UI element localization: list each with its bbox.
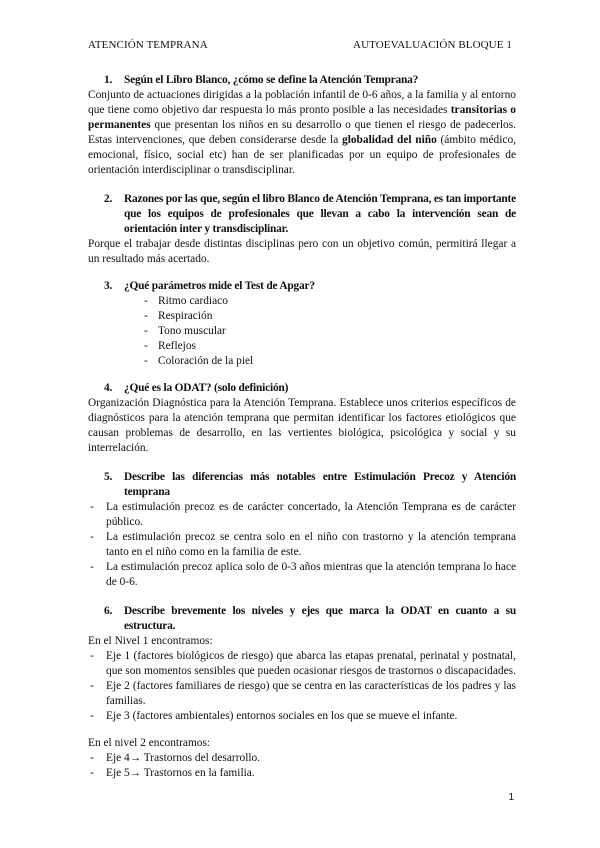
question-text: ¿Qué parámetros mide el Test de Apgar?: [124, 280, 315, 292]
list-item-text: La estimulación precoz se centra solo en el niño con trastorno y la atención temprana tanto en el niño como en la familia de este.: [106, 531, 516, 558]
question-3: [104, 279, 516, 294]
list-item: [88, 339, 516, 354]
list-item: [88, 530, 516, 560]
list-item: [88, 679, 516, 709]
list-item: [88, 649, 516, 679]
dash-bullet: -: [144, 325, 148, 337]
dash-bullet: -: [90, 531, 94, 543]
question-text: Describe las diferencias más notables entre Estimulación Precoz y Atención temprana: [124, 471, 516, 498]
dash-bullet: -: [90, 561, 94, 573]
question-5: [104, 470, 516, 500]
list-item: [88, 309, 516, 324]
answer-2: Porque el trabajar desde distintas disciplinas pero con un objetivo común, permitirá llegar a un resultado más acertado.: [88, 238, 516, 265]
dash-bullet: -: [90, 650, 94, 662]
question-text: Según el Libro Blanco, ¿cómo se define la Atención Temprana?: [124, 74, 419, 86]
level1-list: [88, 649, 516, 724]
list-item-text: Coloración de la piel: [158, 355, 254, 367]
question-number: 2.: [104, 193, 113, 205]
dash-bullet: -: [90, 767, 94, 779]
dash-bullet: -: [90, 501, 94, 513]
list-item-text: Reflejos: [158, 340, 196, 352]
question-number: 4.: [104, 382, 113, 394]
document-body: [88, 73, 516, 781]
list-item-text: Eje 3 (factores ambientales) entornos sociales en los que se mueve el infante.: [106, 710, 458, 722]
list-item: [88, 709, 516, 724]
list-item-text: Eje 5→ Trastornos en la familia.: [106, 767, 255, 779]
list-item-text: La estimulación precoz aplica solo de 0-3 años mientras que la atención temprana lo hace de 0-6.: [106, 561, 516, 588]
answer-1: [88, 88, 516, 178]
list-item: [88, 354, 516, 369]
question-number: 6.: [104, 605, 113, 617]
list-item-text: Respiración: [158, 310, 213, 322]
list-item-text: Eje 2 (factores familiares de riesgo) que se centra en las características de los padres y las familias.: [106, 680, 516, 707]
answer-bold: transitorias o permanentes: [88, 104, 517, 131]
list-item: [88, 294, 516, 309]
answer-text: Conjunto de actuaciones dirigidas a la población infantil de 0-6 años, a la familia y al entorno que tiene como objetivo dar respuesta lo más pronto posible a las necesidades: [88, 89, 516, 116]
header-left: ATENCIÓN TEMPRANA: [88, 39, 208, 51]
list-item-text: Ritmo cardiaco: [158, 295, 228, 307]
question-2: [104, 192, 516, 237]
level1-intro: En el Nivel 1 encontramos:: [88, 635, 213, 647]
question-1: [104, 73, 516, 88]
question-text: Describe brevemente los niveles y ejes que marca la ODAT en cuanto a su estructura.: [124, 605, 516, 632]
question-6: [104, 604, 516, 634]
question-number: 1.: [104, 74, 113, 86]
dash-bullet: -: [90, 710, 94, 722]
answer-bold: globalidad del niño: [342, 134, 437, 146]
question-text: Razones por las que, según el libro Blanco de Atención Temprana, es tan importante que los equipos de profesionales que llevan a cabo la intervención sean de orientación inter y transdisciplinar.: [124, 193, 516, 235]
list-item: [88, 751, 516, 766]
page-header: [88, 38, 512, 53]
level2-intro: En el nivel 2 encontramos:: [88, 737, 211, 749]
question-text: ¿Qué es la ODAT? (solo definición): [124, 382, 289, 394]
answer-4: Organización Diagnóstica para la Atención Temprana. Establece unos criterios específicos de diagnósticos para la atención temprana que permitan identificar los factores etiológicos que causan problemas de desarrollo, en las vertientes biológica, psicológica y social y su interrelación.: [88, 397, 516, 454]
level2-list: [88, 751, 516, 781]
differences-list: [88, 500, 516, 590]
answer-text: (ámbito médico, emocional, físico, social etc) han de ser planificadas por un equipo de profesionales de orientación interdisciplinar o transdisciplinar.: [88, 134, 516, 176]
list-item: [88, 560, 516, 590]
answer-text: que presentan los niños en su desarrollo o que tienen el riesgo de padecerlos. Estas intervenciones, que deben considerarse desde la: [88, 119, 516, 146]
list-item: [88, 500, 516, 530]
list-item-text: La estimulación precoz es de carácter concertado, la Atención Temprana es de carácter público.: [106, 501, 516, 528]
dash-bullet: -: [90, 680, 94, 692]
dash-bullet: -: [144, 355, 148, 367]
list-item: [88, 766, 516, 781]
list-item-text: Tono muscular: [158, 325, 226, 337]
dash-bullet: -: [144, 310, 148, 322]
apgar-list: [88, 294, 516, 369]
list-item: [88, 324, 516, 339]
dash-bullet: -: [90, 752, 94, 764]
question-number: 5.: [104, 471, 113, 483]
dash-bullet: -: [144, 295, 148, 307]
question-number: 3.: [104, 280, 113, 292]
page-number: 1: [508, 792, 514, 803]
header-right: AUTOEVALUACIÓN BLOQUE 1: [353, 39, 512, 51]
dash-bullet: -: [144, 340, 148, 352]
question-4: [104, 381, 516, 396]
list-item-text: Eje 4→ Trastornos del desarrollo.: [106, 752, 261, 764]
list-item-text: Eje 1 (factores biológicos de riesgo) que abarca las etapas prenatal, perinatal y postnatal, que son momentos sensibles que pueden ocasionar riesgos de trastornos o discapacidades.: [106, 650, 516, 677]
